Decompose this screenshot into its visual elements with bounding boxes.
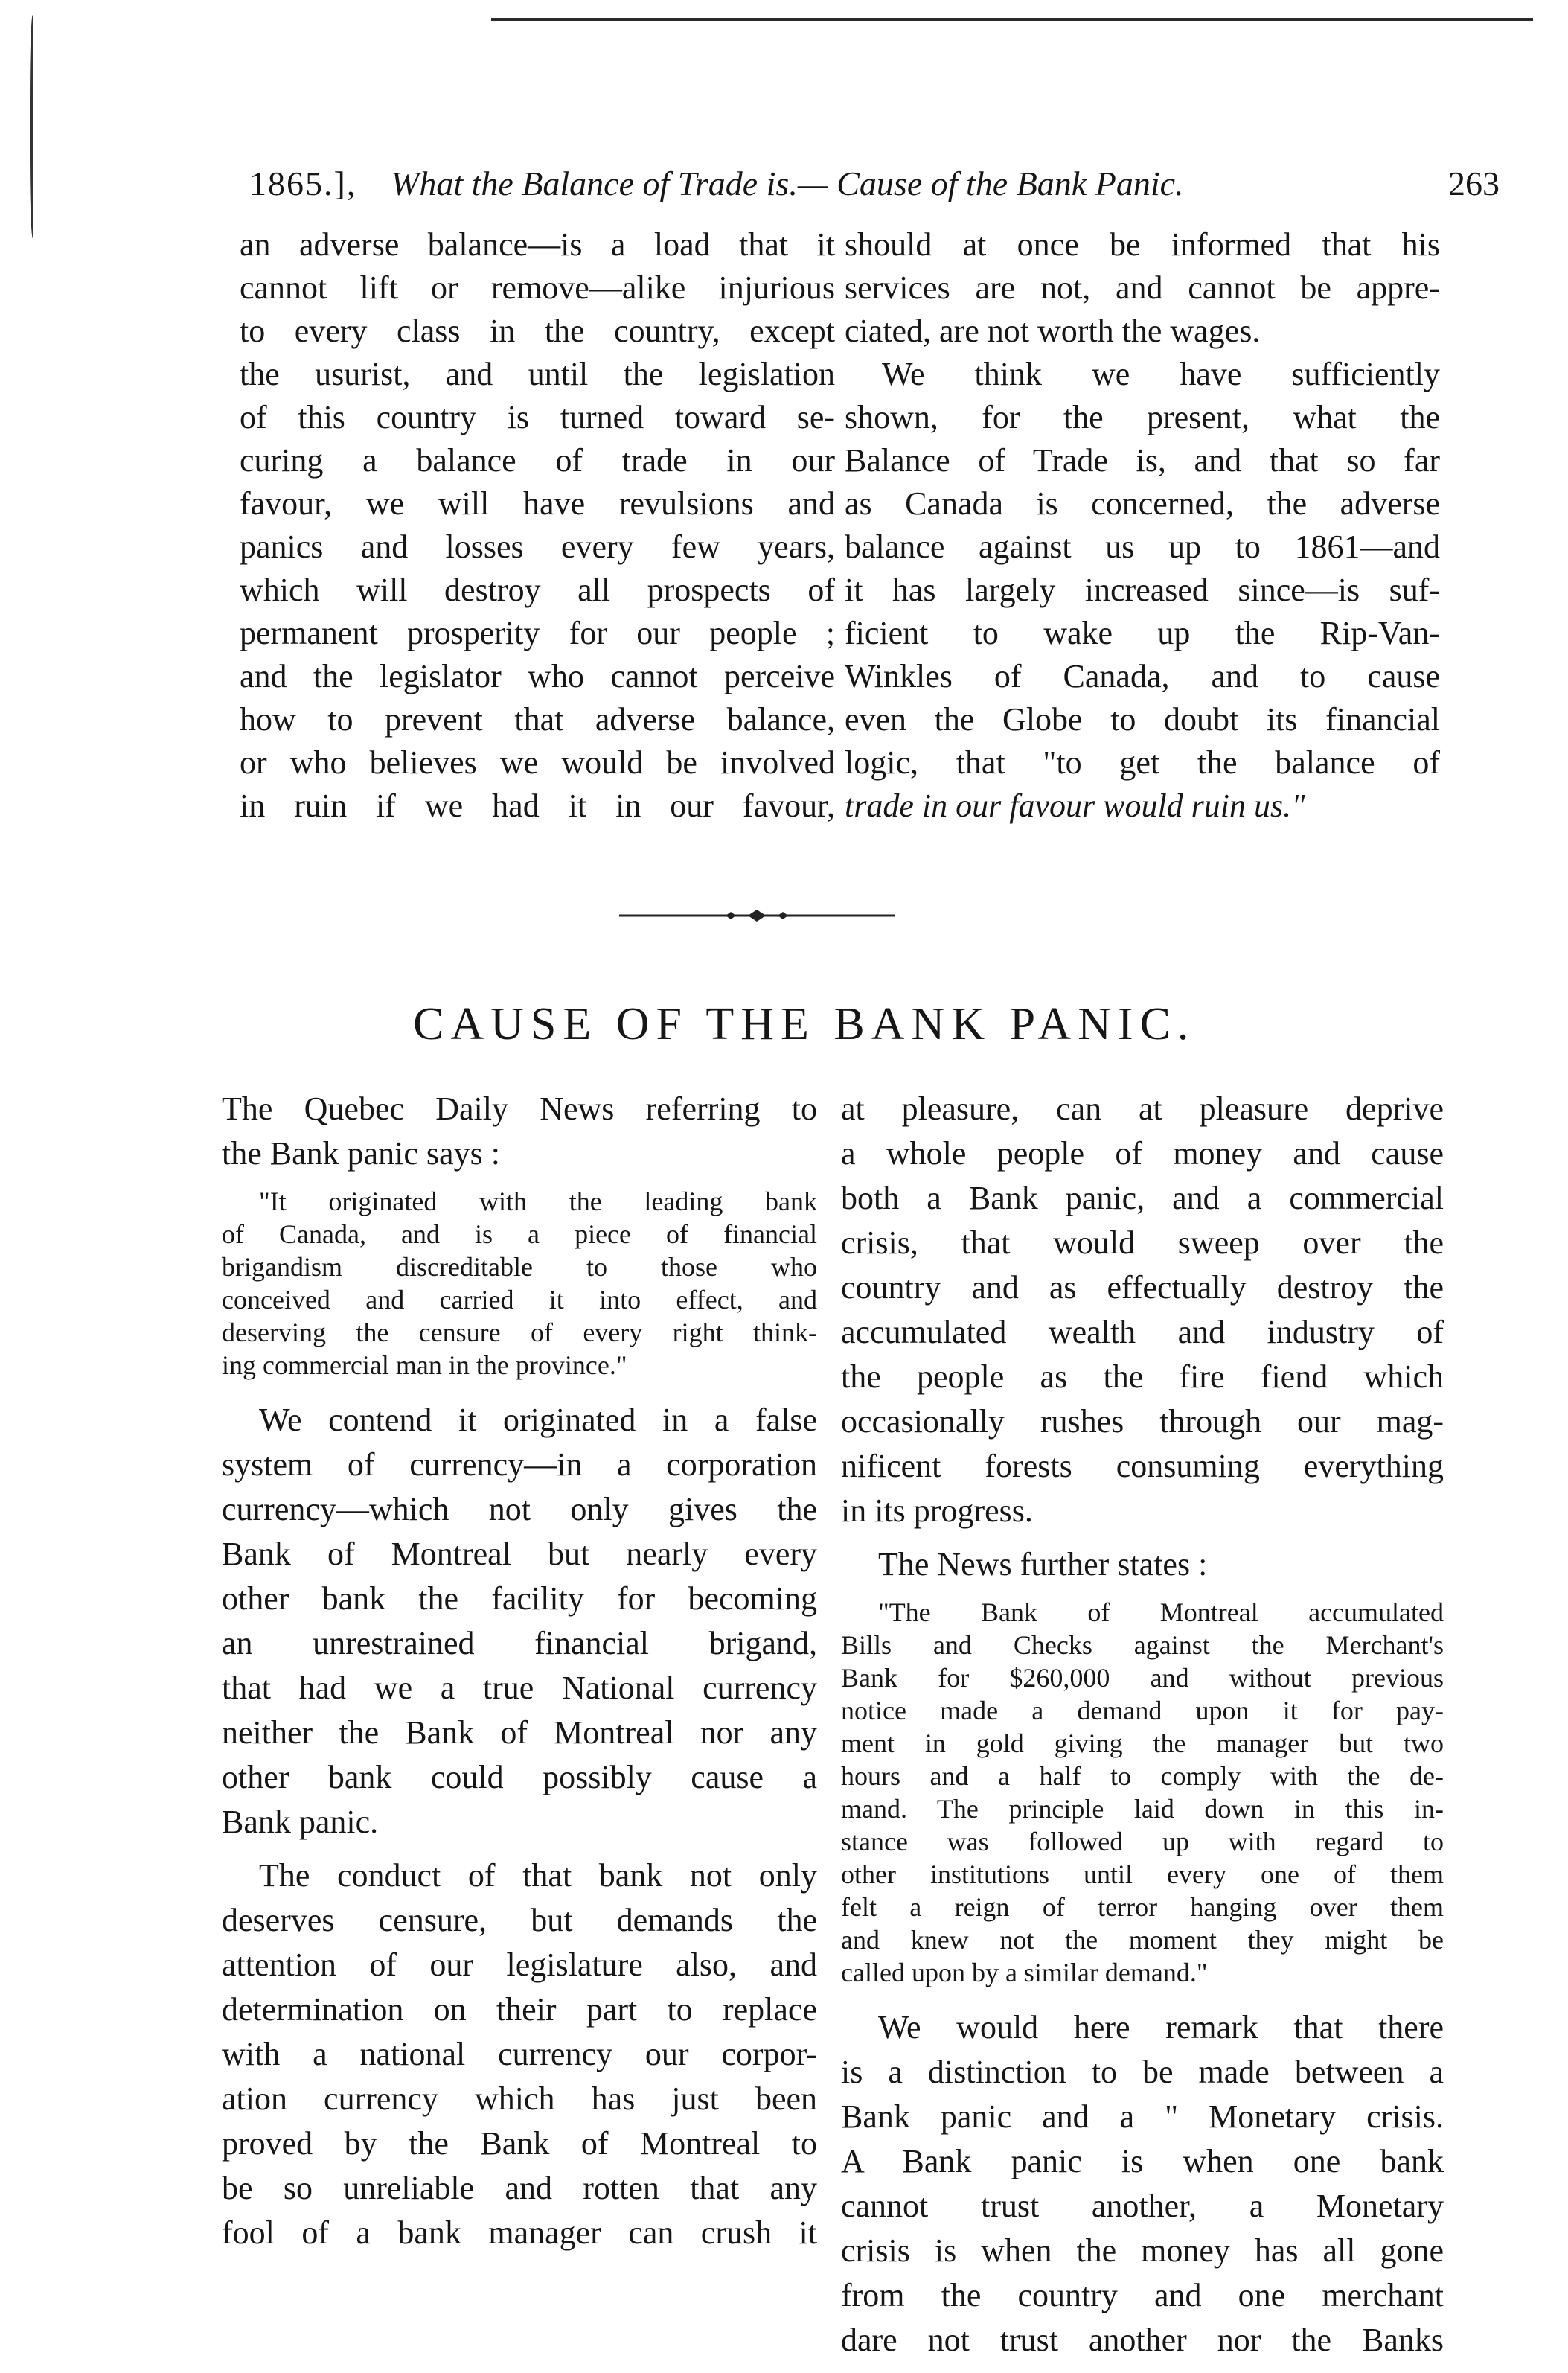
text-line: the people as the fire fiend which [841, 1358, 1444, 1395]
text-line: ficient to wake up the Rip-Van- [845, 615, 1440, 651]
text-line: in its progress. [841, 1492, 1033, 1529]
text-line: is a distinction to be made between a [841, 2054, 1444, 2090]
text-line: the Bank panic says : [222, 1135, 500, 1172]
text-line: from the country and one merchant [841, 2277, 1444, 2313]
text-line: currency—which not only gives the [222, 1491, 817, 1527]
text-line: it has largely increased since—is suf- [845, 572, 1440, 608]
text-line: even the Globe to doubt its financial [845, 701, 1440, 738]
text-line: We think we have sufficiently [882, 356, 1440, 392]
text-line: Winkles of Canada, and to cause [845, 658, 1440, 694]
text-line: Bank panic. [222, 1804, 379, 1840]
text-line: an unrestrained financial brigand, [222, 1625, 817, 1661]
text-line: that had we a true National currency [222, 1670, 817, 1706]
quote-line: "The Bank of Montreal accumulated [878, 1597, 1444, 1627]
header-running-title: What the Balance of Trade is.— Cause of the Bank Panic. [391, 165, 1184, 202]
quote-line: notice made a demand upon it for pay- [841, 1696, 1444, 1725]
quote-line: brigandism discreditable to those who [222, 1252, 817, 1282]
text-line: panics and losses every few years, [240, 528, 835, 565]
text-line: Bank panic and a " Monetary crisis. [841, 2098, 1444, 2135]
text-line: be so unreliable and rotten that any [222, 2170, 817, 2206]
text-line: trade in our favour would ruin us." [845, 788, 1305, 824]
quote-line: deserving the censure of every right think- [222, 1318, 817, 1347]
quote-line: mand. The principle laid down in this in- [841, 1794, 1444, 1824]
quote-line: other institutions until every one of them [841, 1859, 1444, 1889]
quote-line: hours and a half to comply with the de- [841, 1761, 1444, 1791]
text-line: at pleasure, can at pleasure deprive [841, 1090, 1444, 1127]
text-line: The conduct of that bank not only [259, 1857, 817, 1894]
page-number: 263 [1448, 165, 1500, 202]
quote-line: ment in gold giving the manager but two [841, 1728, 1444, 1758]
text-line: ation currency which has just been [222, 2080, 817, 2117]
text-line: ciated, are not worth the wages. [845, 313, 1261, 349]
text-line: logic, that "to get the balance of [845, 744, 1440, 781]
text-line: permanent prosperity for our people ; [240, 615, 835, 651]
ornamental-divider [619, 908, 895, 923]
text-line: cannot trust another, a Monetary [841, 2188, 1444, 2224]
text-line: favour, we will have revulsions and [240, 485, 835, 522]
text-line: determination on their part to replace [222, 1991, 817, 2028]
quote-line: conceived and carried it into effect, and [222, 1285, 817, 1315]
text-line: proved by the Bank of Montreal to [222, 2125, 817, 2162]
top-border-rule [491, 18, 1533, 21]
text-line: crisis, that would sweep over the [841, 1224, 1444, 1261]
text-line: nificent forests consuming everything [841, 1448, 1444, 1484]
text-line: shown, for the present, what the [845, 399, 1440, 435]
quote-line: Bank for $260,000 and without previous [841, 1663, 1444, 1693]
text-line: with a national currency our corpor- [222, 2036, 817, 2072]
text-line: Bank of Montreal but nearly every [222, 1536, 817, 1572]
text-line: in ruin if we had it in our favour, [240, 788, 835, 824]
text-line: The News further states : [878, 1546, 1208, 1582]
text-line: crisis is when the money has all gone [841, 2232, 1444, 2269]
binding-edge-mark [30, 15, 37, 238]
text-line: attention of our legislature also, and [222, 1946, 817, 1983]
quote-line: ing commercial man in the province." [222, 1350, 627, 1380]
top-right-column [845, 223, 1440, 828]
quote-line: "It originated with the leading bank [259, 1186, 817, 1216]
text-line: The Quebec Daily News referring to [222, 1090, 817, 1127]
quote-line: of Canada, and is a piece of financial [222, 1219, 817, 1249]
text-line: or who believes we would be involved [240, 744, 835, 781]
text-line: an adverse balance—is a load that it [240, 226, 835, 263]
text-line: other bank the facility for becoming [222, 1580, 817, 1617]
text-line: as Canada is concerned, the adverse [845, 485, 1440, 522]
text-line: and the legislator who cannot perceive [240, 658, 835, 694]
header-year: 1865.], [249, 165, 357, 202]
text-line: dare not trust another nor the Banks [841, 2322, 1444, 2358]
quote-line: and knew not the moment they might be [841, 1925, 1444, 1955]
bottom-left-column [222, 1087, 817, 2255]
text-line: a whole people of money and cause [841, 1135, 1444, 1172]
quote-line: called upon by a similar demand." [841, 1958, 1208, 1987]
text-line: We would here remark that there [878, 2009, 1444, 2045]
text-line: both a Bank panic, and a commercial [841, 1180, 1444, 1216]
text-line: how to prevent that adverse balance, [240, 701, 835, 738]
text-line: deserves censure, but demands the [222, 1902, 817, 1938]
text-line: other bank could possibly cause a [222, 1759, 817, 1795]
text-line: occasionally rushes through our mag- [841, 1403, 1444, 1440]
text-line: services are not, and cannot be appre- [845, 269, 1440, 306]
text-line: A Bank panic is when one bank [841, 2143, 1444, 2179]
text-line: system of currency—in a corporation [222, 1446, 817, 1483]
text-line: of this country is turned toward se- [240, 399, 835, 435]
text-line: curing a balance of trade in our [240, 442, 835, 479]
bottom-right-column [841, 1087, 1444, 2363]
text-line: Balance of Trade is, and that so far [845, 442, 1440, 479]
text-line: should at once be informed that his [845, 226, 1440, 263]
text-line: We contend it originated in a false [259, 1402, 817, 1438]
quote-line: stance was followed up with regard to [841, 1827, 1444, 1856]
section-heading: CAUSE OF THE BANK PANIC. [413, 999, 1196, 1050]
text-line: the usurist, and until the legislation [240, 356, 835, 392]
text-line: neither the Bank of Montreal nor any [222, 1714, 817, 1751]
quote-line: Bills and Checks against the Merchant's [841, 1630, 1444, 1660]
text-line: which will destroy all prospects of [240, 572, 835, 608]
text-line: fool of a bank manager can crush it [222, 2214, 817, 2251]
running-header [249, 158, 1500, 210]
text-line: cannot lift or remove—alike injurious [240, 269, 835, 306]
top-left-column [240, 223, 835, 828]
text-line: to every class in the country, except [240, 313, 835, 349]
text-line: accumulated wealth and industry of [841, 1314, 1444, 1350]
quote-line: felt a reign of terror hanging over them [841, 1892, 1444, 1922]
text-line: country and as effectually destroy the [841, 1269, 1444, 1306]
text-line: balance against us up to 1861—and [845, 528, 1440, 565]
